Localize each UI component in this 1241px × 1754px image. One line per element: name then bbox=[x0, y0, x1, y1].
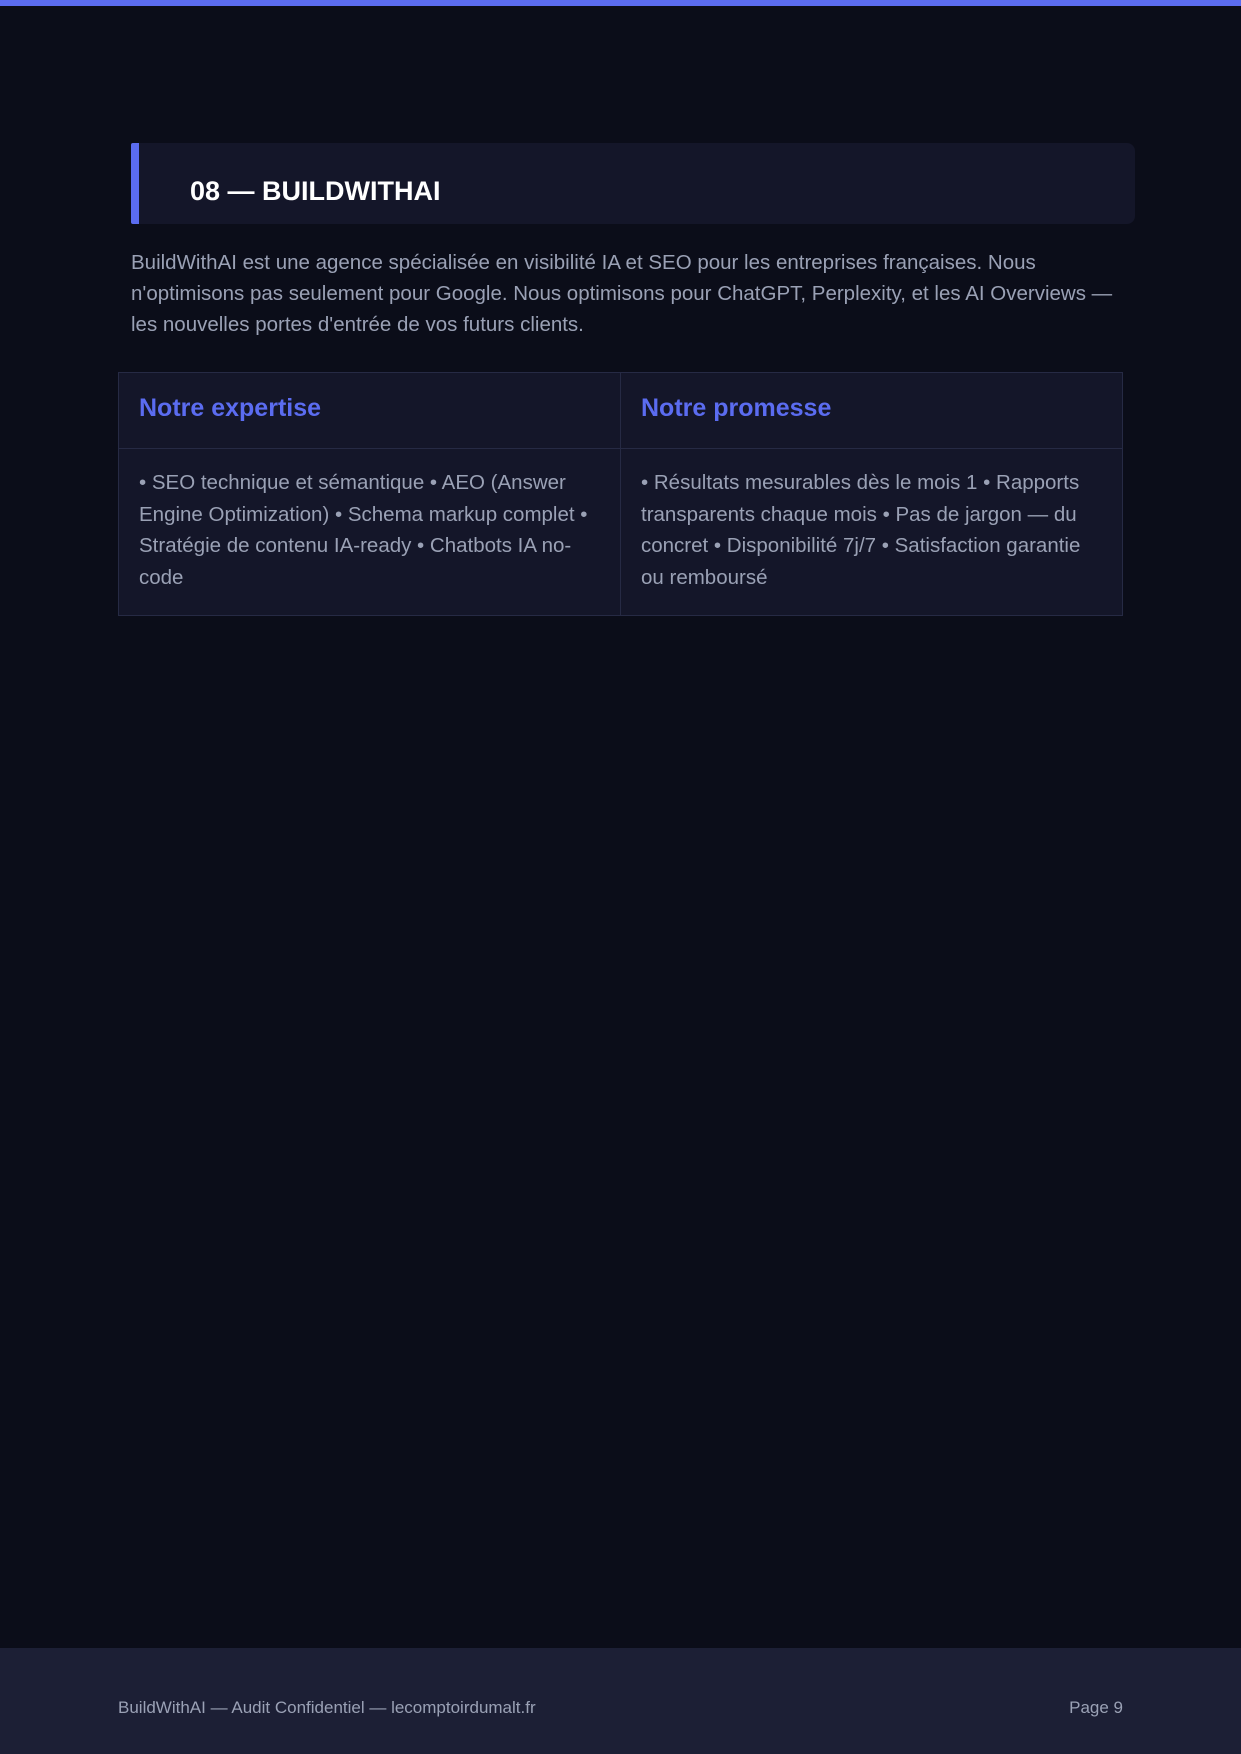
info-table bbox=[118, 372, 1123, 616]
section-header bbox=[131, 143, 1135, 224]
cell-expertise: • SEO technique et sémantique • AEO (Answer Engine Optimization) • Schema markup complet • Stratégie de contenu IA-ready • Chatbots IA no-code bbox=[119, 449, 621, 616]
footer-text: BuildWithAI — Audit Confidentiel — lecomptoirdumalt.fr bbox=[118, 1698, 536, 1717]
table-header-row bbox=[119, 373, 1123, 449]
header-promesse: Notre promesse bbox=[621, 373, 1123, 449]
page-number: Page 9 bbox=[1069, 1698, 1123, 1717]
top-accent-bar bbox=[0, 0, 1241, 6]
cell-promesse: • Résultats mesurables dès le mois 1 • Rapports transparents chaque mois • Pas de jargon — du concret • Disponibilité 7j/7 • Satisfaction garantie ou remboursé bbox=[621, 449, 1123, 616]
intro-paragraph: BuildWithAI est une agence spécialisée en visibilité IA et SEO pour les entreprises françaises. Nous n'optimisons pas seulement pour Google. Nous optimisons pour ChatGPT, Perplexity, et les AI Overviews — les nouvelles portes d'entrée de vos futurs clients. bbox=[131, 251, 1113, 336]
table-row bbox=[119, 449, 1123, 616]
header-expertise: Notre expertise bbox=[119, 373, 621, 449]
section-title: 08 — BUILDWITHAI bbox=[190, 176, 441, 206]
